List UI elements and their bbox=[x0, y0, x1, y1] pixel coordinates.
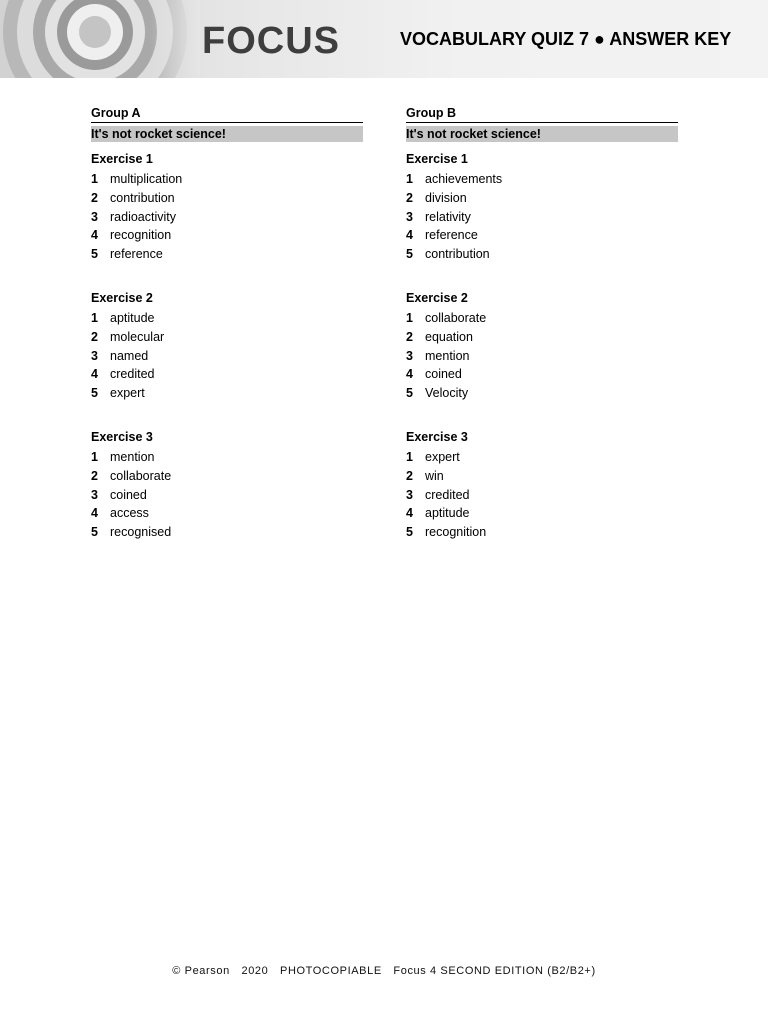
page-title: VOCABULARY QUIZ 7 ● ANSWER KEY bbox=[400, 29, 732, 49]
answer-list bbox=[91, 170, 363, 264]
item-number: 5 bbox=[406, 247, 413, 262]
item-number: 4 bbox=[91, 367, 98, 382]
group-b-column bbox=[406, 104, 678, 542]
item-answer: contribution bbox=[110, 190, 175, 205]
answer-item bbox=[91, 226, 363, 245]
item-answer: Velocity bbox=[425, 386, 469, 401]
answer-list bbox=[406, 170, 678, 264]
item-number: 5 bbox=[91, 247, 98, 262]
answer-item bbox=[406, 170, 678, 189]
answer-item bbox=[91, 504, 363, 523]
footer-copyright: © Pearson bbox=[172, 965, 230, 977]
item-number: 3 bbox=[406, 209, 413, 224]
answer-list bbox=[406, 309, 678, 403]
answer-item bbox=[91, 309, 363, 328]
item-number: 2 bbox=[406, 329, 413, 344]
answer-item bbox=[406, 486, 678, 505]
item-number: 1 bbox=[406, 449, 413, 464]
item-answer: mention bbox=[110, 449, 155, 464]
item-answer: coined bbox=[425, 367, 462, 382]
item-number: 5 bbox=[91, 386, 98, 401]
item-number: 3 bbox=[406, 348, 413, 363]
exercise-title: Exercise 3 bbox=[406, 429, 468, 444]
footer-edition: Focus 4 SECOND EDITION (B2/B2+) bbox=[393, 965, 596, 977]
answer-item bbox=[406, 523, 678, 542]
answer-item bbox=[91, 328, 363, 347]
item-number: 2 bbox=[91, 468, 98, 483]
topic-bar: It's not rocket science! bbox=[91, 126, 363, 142]
item-number: 4 bbox=[91, 228, 98, 243]
focus-logo: FOCUS bbox=[202, 20, 340, 62]
item-answer: recognition bbox=[110, 228, 172, 243]
item-answer: equation bbox=[425, 329, 473, 344]
item-answer: reference bbox=[425, 228, 478, 243]
answer-item bbox=[406, 384, 678, 403]
answer-item bbox=[91, 170, 363, 189]
exercise-title: Exercise 2 bbox=[406, 290, 468, 305]
answer-item bbox=[91, 384, 363, 403]
item-answer: radioactivity bbox=[110, 209, 176, 224]
item-answer: expert bbox=[425, 449, 460, 464]
group-a-column bbox=[91, 104, 363, 542]
item-answer: relativity bbox=[425, 209, 471, 224]
item-answer: collaborate bbox=[110, 468, 172, 483]
exercise-title: Exercise 1 bbox=[91, 152, 153, 166]
answer-item bbox=[91, 347, 363, 366]
item-answer: expert bbox=[110, 386, 145, 401]
item-number: 4 bbox=[406, 367, 413, 382]
item-answer: collaborate bbox=[425, 310, 487, 325]
item-number: 3 bbox=[406, 487, 413, 502]
item-answer: named bbox=[110, 348, 149, 363]
item-number: 4 bbox=[406, 506, 413, 521]
item-answer: multiplication bbox=[110, 172, 183, 186]
item-number: 2 bbox=[406, 468, 413, 483]
answer-item bbox=[406, 448, 678, 467]
item-number: 3 bbox=[91, 348, 98, 363]
answer-item bbox=[406, 504, 678, 523]
answer-item bbox=[91, 467, 363, 486]
group-title: Group B bbox=[406, 104, 678, 123]
item-answer: aptitude bbox=[425, 506, 470, 521]
item-answer: credited bbox=[425, 487, 470, 502]
answer-item bbox=[406, 347, 678, 366]
item-answer: recognition bbox=[425, 525, 487, 540]
answer-item bbox=[91, 486, 363, 505]
answer-item bbox=[91, 245, 363, 264]
exercise-section bbox=[91, 428, 363, 542]
answer-list bbox=[406, 448, 678, 542]
item-answer: molecular bbox=[110, 329, 165, 344]
item-answer: achievements bbox=[425, 172, 503, 186]
answer-item bbox=[91, 523, 363, 542]
answer-list bbox=[91, 309, 363, 403]
answer-item bbox=[91, 365, 363, 384]
group-title: Group A bbox=[91, 104, 363, 123]
answer-list bbox=[91, 448, 363, 542]
item-number: 3 bbox=[91, 209, 98, 224]
exercise-section bbox=[91, 150, 363, 264]
item-number: 5 bbox=[406, 525, 413, 540]
answer-item bbox=[91, 189, 363, 208]
item-answer: aptitude bbox=[110, 310, 155, 325]
item-number: 1 bbox=[406, 172, 413, 186]
item-answer: division bbox=[425, 190, 467, 205]
answer-item bbox=[406, 245, 678, 264]
concentric-rings-graphic bbox=[0, 0, 200, 78]
topic-bar: It's not rocket science! bbox=[406, 126, 678, 142]
item-answer: coined bbox=[110, 487, 147, 502]
footer-year: 2020 bbox=[241, 965, 269, 977]
item-number: 3 bbox=[91, 487, 98, 502]
item-answer: recognised bbox=[110, 525, 172, 540]
item-answer: win bbox=[425, 468, 444, 483]
answer-item bbox=[91, 208, 363, 227]
answer-item bbox=[406, 365, 678, 384]
item-number: 1 bbox=[91, 172, 98, 186]
item-number: 2 bbox=[91, 329, 98, 344]
item-number: 5 bbox=[406, 386, 413, 401]
answer-item bbox=[406, 328, 678, 347]
exercise-section bbox=[406, 150, 678, 264]
exercise-title: Exercise 2 bbox=[91, 290, 153, 305]
item-number: 4 bbox=[406, 228, 413, 243]
item-number: 1 bbox=[406, 310, 413, 325]
item-number: 4 bbox=[91, 506, 98, 521]
exercise-title: Exercise 3 bbox=[91, 429, 153, 444]
item-number: 1 bbox=[91, 310, 98, 325]
item-answer: reference bbox=[110, 247, 163, 262]
item-answer: contribution bbox=[425, 247, 490, 262]
answer-item bbox=[406, 309, 678, 328]
answer-item bbox=[91, 448, 363, 467]
item-answer: access bbox=[110, 506, 149, 521]
answer-item bbox=[406, 467, 678, 486]
answer-item bbox=[406, 189, 678, 208]
page-footer bbox=[0, 965, 768, 977]
footer-photocopiable: PHOTOCOPIABLE bbox=[280, 965, 382, 977]
item-answer: credited bbox=[110, 367, 155, 382]
exercise-section bbox=[406, 428, 678, 542]
page-header bbox=[0, 0, 768, 78]
item-number: 5 bbox=[91, 525, 98, 540]
exercise-title: Exercise 1 bbox=[406, 152, 468, 166]
item-answer: mention bbox=[425, 348, 470, 363]
answer-item bbox=[406, 226, 678, 245]
exercise-section bbox=[91, 289, 363, 403]
item-number: 1 bbox=[91, 449, 98, 464]
item-number: 2 bbox=[91, 190, 98, 205]
answer-item bbox=[406, 208, 678, 227]
exercise-section bbox=[406, 289, 678, 403]
item-number: 2 bbox=[406, 190, 413, 205]
